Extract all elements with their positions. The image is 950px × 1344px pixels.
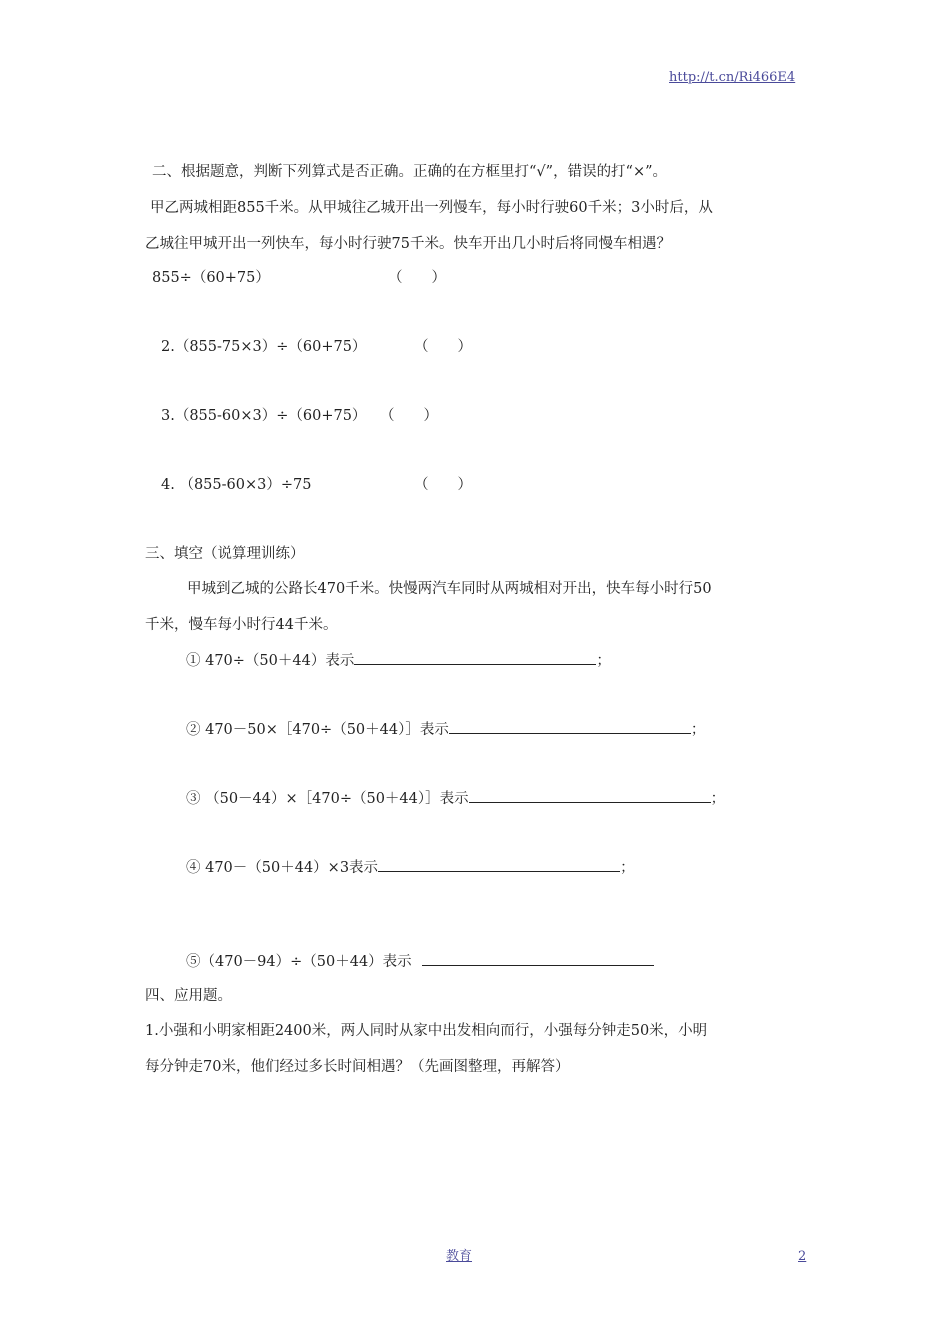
judge-item-3-expr: 3.（855-60×3）÷（60+75）	[161, 408, 367, 424]
fill-item-5	[186, 951, 654, 972]
header-url-link[interactable]: http://t.cn/Ri466E4	[669, 70, 796, 85]
section2-problem-line1: 甲乙两城相距855千米。从甲城往乙城开出一列慢车，每小时行驶60千米；3小时后，从	[150, 200, 713, 216]
fill-item-4-blank[interactable]	[378, 857, 620, 872]
fill-item-5-expr: ⑤（470－94）÷（50＋44）表示	[186, 954, 412, 970]
fill-item-2-blank[interactable]	[449, 719, 691, 734]
fill-item-4-expr: ④ 470－（50＋44）×3表示	[186, 860, 379, 876]
fill-item-1-blank[interactable]	[354, 650, 596, 665]
fill-item-5-blank[interactable]	[422, 951, 654, 966]
fill-item-1	[186, 650, 611, 671]
judge-item-2-box[interactable]: （ ）	[414, 339, 472, 355]
fill-item-1-end: ；	[596, 653, 611, 669]
fill-item-3-expr: ③ （50－44）×［470÷（50＋44）］表示	[186, 791, 469, 807]
fill-item-3-blank[interactable]	[469, 788, 711, 803]
judge-item-3-box[interactable]: （ ）	[380, 408, 438, 424]
footer-center-link[interactable]: 教育	[446, 1249, 473, 1264]
fill-item-1-expr: ① 470÷（50＋44）表示	[186, 653, 355, 669]
judge-item-4-box[interactable]: （ ）	[414, 477, 472, 493]
section3-problem-line2: 千米，慢车每小时行44千米。	[145, 617, 338, 633]
section4-q1-line2: 每分钟走70米，他们经过多长时间相遇？（先画图整理，再解答）	[145, 1059, 570, 1075]
section3-heading: 三、填空（说算理训练）	[145, 546, 305, 562]
footer-page-number[interactable]: 2	[798, 1249, 807, 1264]
fill-item-2-end: ；	[690, 722, 706, 738]
fill-item-3-end: ；	[710, 791, 726, 807]
judge-item-1-box[interactable]: （ ）	[388, 270, 446, 286]
fill-item-4	[186, 857, 635, 878]
fill-item-4-end: ；	[620, 860, 635, 876]
section4-heading: 四、应用题。	[145, 988, 232, 1004]
fill-item-2-expr: ② 470－50×［470÷（50＋44）］表示	[186, 722, 449, 738]
section4-q1-line1: 1.小强和小明家相距2400米，两人同时从家中出发相向而行，小强每分钟走50米，小明	[145, 1023, 708, 1039]
section3-problem-line1: 甲城到乙城的公路长470千米。快慢两汽车同时从两城相对开出，快车每小时行50	[187, 581, 712, 597]
fill-item-2	[186, 719, 705, 740]
judge-item-2-expr: 2.（855-75×3）÷（60+75）	[161, 339, 367, 355]
section2-heading: 二、根据题意，判断下列算式是否正确。正确的在方框里打“√”，错误的打“×”。	[152, 164, 668, 180]
section2-problem-line2: 乙城往甲城开出一列快车，每小时行驶75千米。快车开出几小时后将同慢车相遇？	[145, 236, 671, 252]
fill-item-3	[186, 788, 725, 809]
judge-item-1-expr: 855÷（60+75）	[152, 270, 270, 286]
judge-item-4-expr: 4. （855-60×3）÷75	[161, 477, 312, 493]
